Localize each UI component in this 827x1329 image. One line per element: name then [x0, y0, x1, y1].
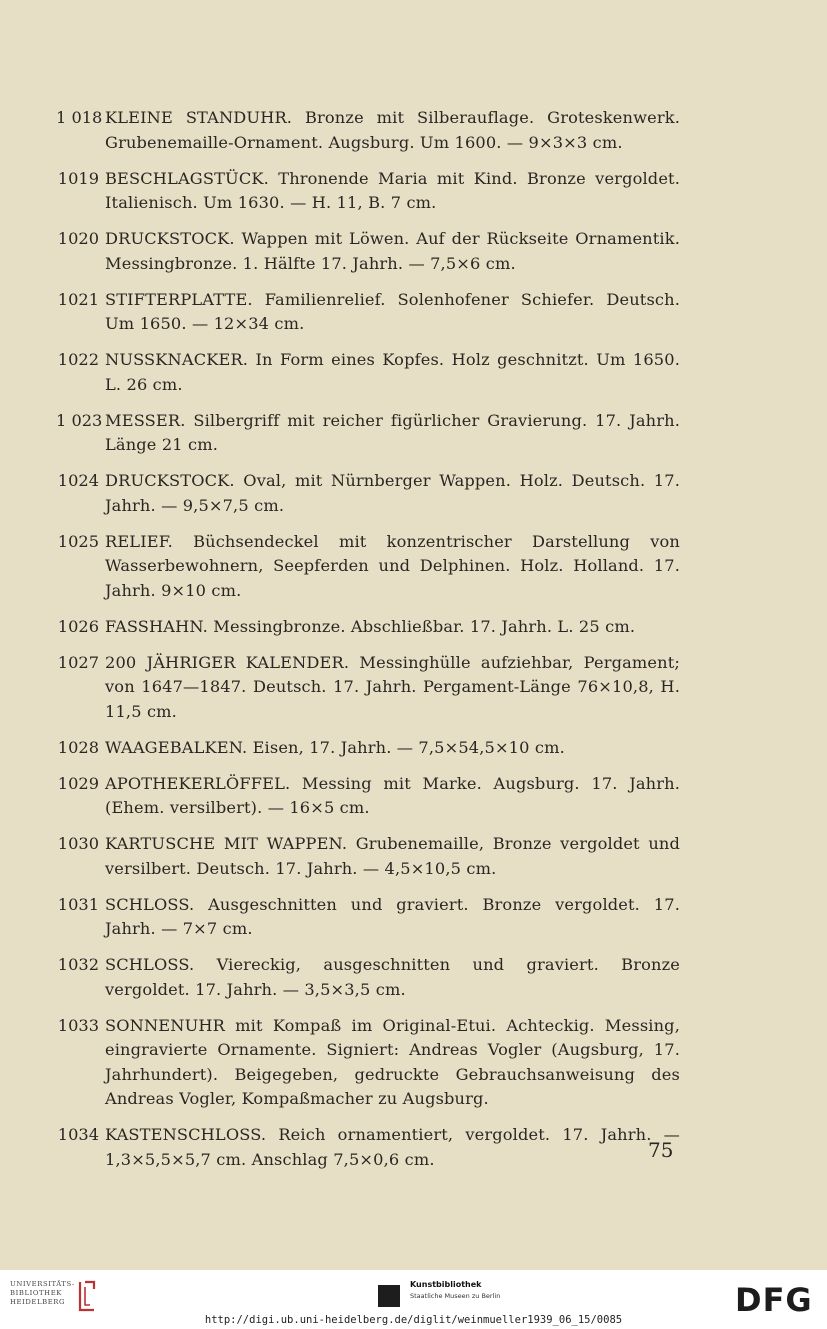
- catalog-entry: [56, 469, 680, 518]
- catalog-entry: [56, 409, 680, 458]
- entry-description: WAAGEBALKEN. Eisen, 17. Jahrh. — 7,5×54,5×10 cm.: [105, 737, 565, 757]
- entry-number: 1034: [57, 1125, 99, 1144]
- university-emblem-icon: [76, 1279, 98, 1313]
- catalog-entries: [56, 106, 680, 1184]
- entry-description: APOTHEKERLÖFFEL. Messing mit Marke. Augsburg. 17. Jahrh. (Ehem. versilbert). — 16×5 cm.: [105, 773, 680, 817]
- entry-number: 1032: [57, 955, 99, 974]
- entry-number: 1029: [57, 773, 99, 793]
- kunstbibliothek-logo-icon: [378, 1285, 400, 1307]
- entry-description: SCHLOSS. Viereckig, ausgeschnitten und graviert. Bronze vergoldet. 17. Jahrh. — 3,5×3,5 cm.: [105, 955, 680, 999]
- catalog-entry: [56, 615, 680, 640]
- entry-description: SCHLOSS. Ausgeschnitten und graviert. Bronze vergoldet. 17. Jahrh. — 7×7 cm.: [105, 894, 680, 938]
- catalog-entry: [56, 772, 680, 821]
- entry-description: 200 JÄHRIGER KALENDER. Messinghülle aufziehbar, Pergament; von 1647—1847. Deutsch. 17. Jahrh. Pergament-Länge 76×10,8, H. 11,5 cm.: [105, 652, 680, 721]
- university-library-logo-text: [10, 1280, 75, 1307]
- catalog-entry: [56, 530, 680, 604]
- catalog-entry: [56, 953, 680, 1002]
- catalog-entry: [56, 1123, 680, 1172]
- entry-description: STIFTERPLATTE. Familienrelief. Solenhofener Schiefer. Deutsch. Um 1650. — 12×34 cm.: [105, 289, 680, 333]
- entry-description: KASTENSCHLOSS. Reich ornamentiert, vergoldet. 17. Jahrh. — 1,3×5,5×5,7 cm. Anschlag 7,5×0,6 cm.: [105, 1125, 680, 1169]
- entry-number: 1020: [57, 229, 99, 248]
- digitization-footer: [0, 1270, 827, 1329]
- entry-description: MESSER. Silbergriff mit reicher figürlicher Gravierung. 17. Jahrh. Länge 21 cm.: [105, 410, 680, 454]
- entry-number: 1021: [57, 289, 99, 309]
- page-number: 75: [648, 1138, 674, 1162]
- entry-description: RELIEF. Büchsendeckel mit konzentrischer Darstellung von Wasserbewohnern, Seepferden und Delphinen. Holz. Holland. 17. Jahrh. 9×10 cm.: [105, 531, 680, 600]
- catalog-entry: [56, 348, 680, 397]
- catalog-entry: [56, 167, 680, 216]
- catalog-entry: [56, 288, 680, 337]
- entry-number: 1025: [57, 531, 99, 551]
- entry-number: 1024: [57, 471, 99, 490]
- catalog-entry: [56, 1014, 680, 1112]
- entry-description: NUSSKNACKER. In Form eines Kopfes. Holz geschnitzt. Um 1650. L. 26 cm.: [105, 350, 680, 394]
- entry-number: 1 018: [56, 108, 103, 127]
- entry-number: 1027: [57, 652, 99, 672]
- entry-description: SONNENUHR mit Kompaß im Original-Etui. Achteckig. Messing, eingravierte Ornamente. Signiert: Andreas Vogler (Augsburg, 17. Jahrhundert). Beigegeben, gedruckte Gebrauchsanweisung des Andreas Vogler, Kompaßmacher zu Augsburg.: [105, 1015, 680, 1108]
- entry-number: 1030: [57, 834, 99, 853]
- kunstbibliothek-title: Kunstbibliothek: [410, 1280, 482, 1289]
- dfg-logo: DFG: [735, 1281, 813, 1319]
- entry-number: 1019: [57, 168, 99, 188]
- entry-number: 1031: [57, 894, 99, 914]
- entry-number: 1028: [57, 737, 99, 757]
- catalog-entry: [56, 832, 680, 881]
- entry-description: DRUCKSTOCK. Oval, mit Nürnberger Wappen. Holz. Deutsch. 17. Jahrh. — 9,5×7,5 cm.: [105, 471, 680, 515]
- catalog-entry: [56, 227, 680, 276]
- entry-description: KLEINE STANDUHR. Bronze mit Silberauflage. Groteskenwerk. Grubenemaille-Ornament. Augsburg. Um 1600. — 9×3×3 cm.: [105, 108, 680, 152]
- entry-description: FASSHAHN. Messingbronze. Abschließbar. 17. Jahrh. L. 25 cm.: [105, 616, 636, 636]
- university-line-2: BIBLIOTHEK: [10, 1289, 62, 1297]
- entry-description: BESCHLAGSTÜCK. Thronende Maria mit Kind. Bronze vergoldet. Italienisch. Um 1630. — H. 11, B. 7 cm.: [105, 168, 680, 212]
- university-line-1: UNIVERSITÄTS-: [10, 1280, 75, 1288]
- entry-number: 1026: [57, 616, 99, 636]
- entry-number: 1033: [57, 1015, 99, 1035]
- kunstbibliothek-subtitle: Staatliche Museen zu Berlin: [410, 1292, 501, 1300]
- catalog-entry: [56, 893, 680, 942]
- catalog-entry: [56, 736, 680, 761]
- entry-description: DRUCKSTOCK. Wappen mit Löwen. Auf der Rückseite Ornamentik. Messingbronze. 1. Hälfte 17. Jahrh. — 7,5×6 cm.: [105, 229, 680, 273]
- catalog-entry: [56, 651, 680, 725]
- catalog-entry: [56, 106, 680, 155]
- entry-number: 1 023: [56, 410, 103, 430]
- university-line-3: HEIDELBERG: [10, 1298, 66, 1306]
- source-url[interactable]: http://digi.ub.uni-heidelberg.de/diglit/weinmueller1939_06_15/0085: [204, 1314, 623, 1326]
- entry-description: KARTUSCHE MIT WAPPEN. Grubenemaille, Bronze vergoldet und versilbert. Deutsch. 17. Jahrh. — 4,5×10,5 cm.: [105, 834, 680, 878]
- entry-number: 1022: [57, 350, 99, 369]
